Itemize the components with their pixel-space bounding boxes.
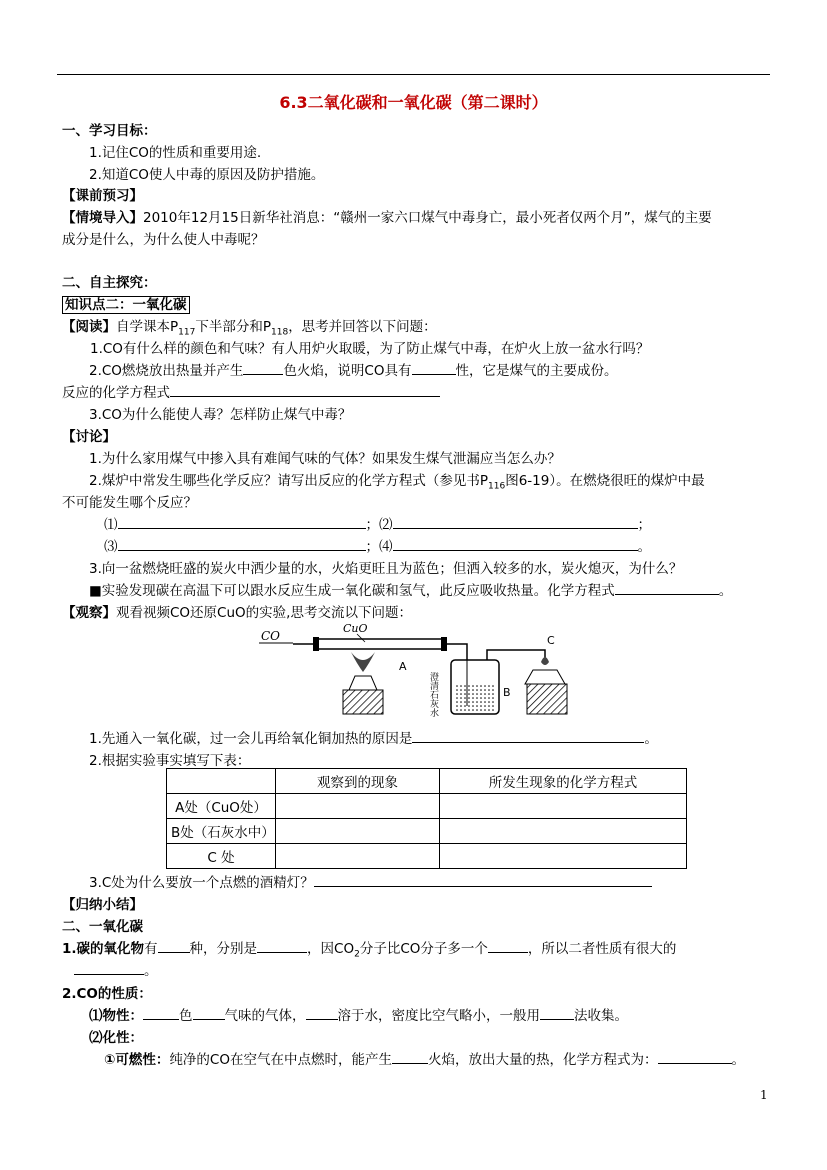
table-header-cell: 所发生现象的化学方程式: [440, 769, 687, 794]
reaction-row-2: ⑶ ；⑷ 。: [104, 539, 651, 555]
oxide-names-blank[interactable]: [257, 940, 307, 953]
odor-blank[interactable]: [193, 1007, 225, 1020]
reaction-4-blank[interactable]: [393, 538, 638, 551]
co-properties-heading: 2.CO的性质：: [62, 986, 152, 1002]
solubility-blank[interactable]: [306, 1007, 338, 1020]
question-1: 1.CO有什么样的颜色和气味？有人用炉火取暖，为了防止煤气中毒，在炉火上放一盆水行吗？: [90, 341, 650, 357]
collection-blank[interactable]: [540, 1007, 574, 1020]
goal-2: 2.知道CO使人中毒的原因及防护措施。: [89, 167, 325, 183]
discuss-3: 3.向一盆燃烧旺盛的炭火中洒少量的水，火焰更旺且为蓝色；但洒入较多的水，炭火熄灭，为什么？: [89, 561, 683, 577]
property-blank[interactable]: [412, 362, 456, 375]
reaction-row-1: ⑴ ；⑵ ；: [104, 517, 651, 533]
question-2: 2.CO燃烧放出热量并产生 色火焰，说明CO具有 性，它是煤气的主要成份。: [89, 363, 618, 379]
table-cell-equation[interactable]: [440, 819, 687, 844]
discuss-heading: 【讨论】: [62, 429, 116, 445]
reaction-2-blank[interactable]: [393, 516, 638, 529]
intro-line-2: 成分是什么，为什么使人中毒呢？: [62, 232, 265, 248]
experiment-table: [166, 768, 687, 869]
table-row-label: A处（CuO处）: [167, 794, 276, 819]
observe-q1-blank[interactable]: [412, 730, 644, 743]
question-3: 3.CO为什么能使人毒？怎样防止煤气中毒？: [89, 407, 352, 423]
table-row: [167, 844, 687, 869]
goal-1: 1.记住CO的性质和重要用途.: [89, 145, 262, 161]
summary-point-1: 1.碳的氧化物有 种，分别是 ，因$CO_2$分子比CO分子多一个 ，所以二者性质有很大的: [62, 941, 677, 960]
preview-heading: 【课前预习】: [62, 188, 143, 204]
oxide-count-blank[interactable]: [158, 940, 190, 953]
observe-q1: 1.先通入一氧化碳，过一会儿再给氧化铜加热的原因是 。: [89, 731, 658, 747]
knowledge-point: 知识点二：一氧化碳: [62, 296, 190, 314]
intro-line-1: 【情境导入】2010年12月15日新华社消息：“赣州一家六口煤气中毒身亡，最小死者仅两个月”，煤气的主要: [62, 210, 712, 226]
discuss-1: 1.为什么家用煤气中掺入具有难闻气味的气体？如果发生煤气泄漏应当怎么办？: [89, 451, 561, 467]
svg-text:CuO: CuO: [343, 622, 368, 635]
equation-blank[interactable]: [170, 384, 440, 397]
table-row: [167, 819, 687, 844]
svg-text:澄清石灰水: 澄清石灰水: [428, 672, 438, 717]
reaction-1-blank[interactable]: [118, 516, 366, 529]
table-cell-phenomenon[interactable]: [276, 794, 440, 819]
combustion-equation-blank[interactable]: [658, 1051, 732, 1064]
table-header-cell: 观察到的现象: [276, 769, 440, 794]
carbon-water-blank[interactable]: [615, 582, 719, 595]
flame-color-blank[interactable]: [243, 362, 283, 375]
co-section-heading: 二、一氧化碳: [62, 919, 143, 935]
explore-heading: 二、自主探究：: [62, 275, 157, 291]
equation-line: 反应的化学方程式: [62, 384, 440, 402]
header-rule: [57, 74, 770, 75]
goals-heading: 一、学习目标：: [62, 123, 157, 139]
atom-blank[interactable]: [488, 940, 528, 953]
chemical-properties-heading: ⑵化性：: [89, 1030, 143, 1046]
combustibility: ①可燃性：纯净的CO在空气在中点燃时，能产生 火焰，放出大量的热，化学方程式为： 。: [104, 1052, 745, 1068]
reaction-3-blank[interactable]: [118, 538, 366, 551]
table-header-row: [167, 769, 687, 794]
discuss-4: ■实验发现碳在高温下可以跟水反应生成一氧化碳和氢气，此反应吸收热量。化学方程式 。: [89, 583, 733, 599]
table-cell-equation[interactable]: [440, 794, 687, 819]
reading-line: 【阅读】自学课本$P_{117}$下半部分和$P_{118}$，思考并回答以下问题：: [62, 319, 437, 338]
discuss-2: 2.煤炉中常发生哪些化学反应？请写出反应的化学方程式（参见书$P_{116}$图6-19）。在燃烧很旺的煤炉中最: [89, 473, 705, 492]
page-title: 6.3二氧化碳和一氧化碳（第二课时）: [279, 93, 548, 112]
flame-blank[interactable]: [392, 1051, 428, 1064]
svg-text:CO: CO: [261, 629, 281, 643]
color-blank[interactable]: [143, 1007, 179, 1020]
table-row: [167, 794, 687, 819]
table-row-label: B处（石灰水中）: [167, 819, 276, 844]
observe-q3-blank[interactable]: [314, 874, 652, 887]
table-cell-phenomenon[interactable]: [276, 844, 440, 869]
svg-text:C: C: [547, 634, 555, 647]
observe-q3: 3.C处为什么要放一个点燃的酒精灯？: [89, 874, 652, 892]
svg-text:B: B: [503, 686, 511, 699]
physical-properties: ⑴物性： 色 气味的气体， 溶于水，密度比空气略小，一般用 法收集。: [89, 1008, 628, 1024]
observe-q2: 2.根据实验事实填写下表：: [89, 753, 251, 769]
discuss-2-cont: 不可能发生哪个反应？: [62, 495, 197, 511]
table-row-label: C 处: [167, 844, 276, 869]
page-number: 1: [760, 1088, 768, 1102]
summary-point-1-cont: 。: [74, 962, 158, 980]
summary-heading: 【归纳小结】: [62, 897, 143, 913]
table-cell-phenomenon[interactable]: [276, 819, 440, 844]
difference-blank[interactable]: [74, 962, 144, 975]
table-header-cell: [167, 769, 276, 794]
co-reduction-apparatus-diagram: [255, 620, 575, 720]
table-cell-equation[interactable]: [440, 844, 687, 869]
svg-text:A: A: [399, 660, 407, 673]
observe-line: 【观察】观看视频CO还原CuO的实验,思考交流以下问题：: [62, 605, 412, 621]
